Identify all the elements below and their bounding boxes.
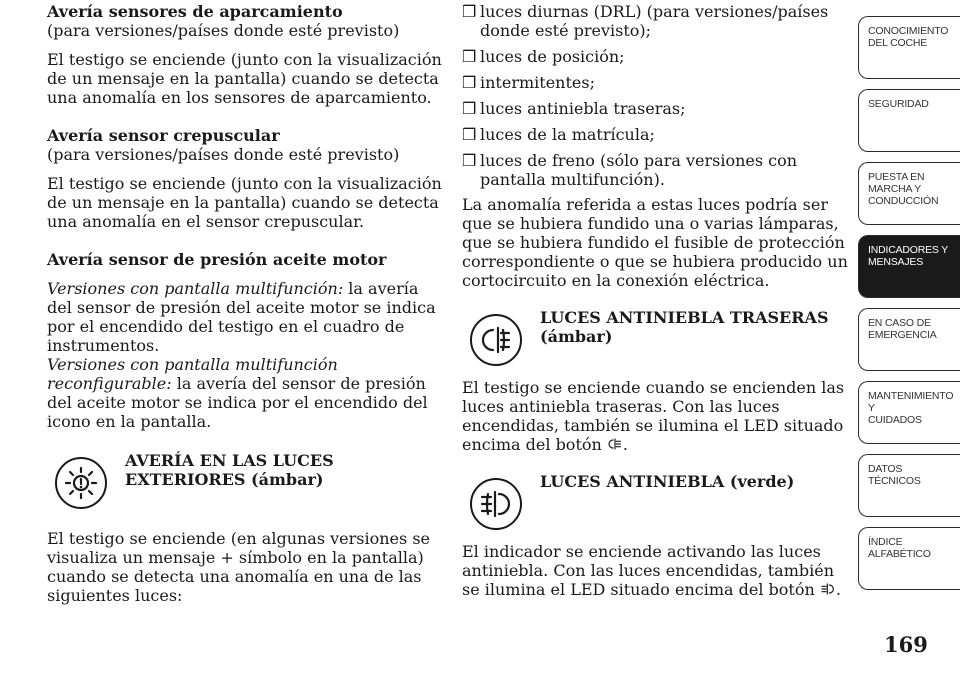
front-fog-light-icon [470, 478, 522, 530]
tab-conocimiento-del-coche[interactable]: CONOCIMIENTO DEL COCHE [858, 16, 960, 79]
tab-datos-tecnicos[interactable]: DATOS TÉCNICOS [858, 454, 960, 517]
checkbox-bullet-icon: ❒ [462, 73, 477, 92]
paragraph-rear-fog-lights: El testigo se enciende cuando se encienden las luces antiniebla traseras. Con las luces encendidas, también se ilumina el LED situado encima del botón . [462, 378, 845, 454]
list-item: ❒ luces de posición; [462, 47, 625, 66]
checkbox-bullet-icon: ❒ [462, 99, 477, 118]
tab-en-caso-de-emergencia[interactable]: EN CASO DE EMERGENCIA [858, 308, 960, 371]
tab-seguridad[interactable]: SEGURIDAD [858, 89, 960, 152]
list-item: ❒ luces de la matrícula; [462, 125, 655, 144]
paragraph-front-fog-lights: El indicador se enciende activando las luces antiniebla. Con las luces encendidas, también se ilumina el LED situado encima del botón . [462, 542, 841, 599]
left-column [47, 2, 442, 605]
right-column [462, 2, 850, 599]
paragraph-oil-reconfigurable [47, 355, 442, 431]
rear-fog-light-icon [607, 436, 623, 452]
heading-oil-pressure-sensor: Avería sensor de presión aceite motor [47, 250, 387, 269]
oil-multifunction-italic: Versiones con pantalla multifunción: [47, 279, 344, 298]
rear-fog-light-icon [470, 314, 522, 366]
paragraph-dusk-sensor: El testigo se enciende (junto con la visualización de un mensaje en la pantalla) cuando se detecta una anomalía en el sensor crepuscular. [47, 174, 442, 231]
rear-fog-section [462, 308, 850, 370]
tab-indicadores-y-mensajes[interactable]: INDICADORES Y MENSAJES [858, 235, 960, 298]
checkbox-bullet-icon: ❒ [462, 125, 477, 144]
heading-rear-fog-lights: LUCES ANTINIEBLA TRASERAS (ámbar) [540, 308, 829, 346]
chapter-tabs [858, 16, 960, 600]
tab-mantenimiento[interactable]: MANTENIMIENTO Y CUIDADOS [858, 381, 960, 444]
heading-front-fog-lights: LUCES ANTINIEBLA (verde) [540, 472, 795, 491]
paragraph-oil-multifunction [47, 279, 442, 355]
note-dusk-sensor: (para versiones/países donde esté previsto) [47, 145, 400, 164]
lights-list [462, 2, 850, 189]
page-number: 169 [884, 632, 928, 657]
heading-exterior-lights: AVERÍA EN LAS LUCES EXTERIORES (ámbar) [125, 451, 334, 489]
oil-reconfigurable-italic: Versiones con pantalla multifunción reconfigurable: [47, 355, 338, 393]
oil-reconfigurable-rest: la avería del sensor de presión del aceite motor se indica por el encendido del icono en la pantalla. [47, 374, 428, 431]
heading-parking-sensors: Avería sensores de aparcamiento [47, 2, 343, 21]
tab-indice-alfabetico[interactable]: ÍNDICE ALFABÉTICO [858, 527, 960, 590]
list-item: ❒ luces antiniebla traseras; [462, 99, 686, 118]
paragraph-light-faults: La anomalía referida a estas luces podría ser que se hubiera fundido una o varias lámparas, que se hubiera fundido el fusible de protección correspondiente o que se hubiera producido un cortocircuito en la conexión eléctrica. [462, 195, 848, 290]
checkbox-bullet-icon: ❒ [462, 47, 477, 66]
exterior-lights-section [47, 451, 442, 513]
paragraph-exterior-lights: El testigo se enciende (en algunas versiones se visualiza un mensaje + símbolo en la pantalla) cuando se detecta una anomalía en una de las siguientes luces: [47, 529, 430, 605]
paragraph-parking-sensors: El testigo se enciende (junto con la visualización de un mensaje en la pantalla) cuando se detecta una anomalía en los sensores de aparcamiento. [47, 50, 442, 107]
checkbox-bullet-icon: ❒ [462, 151, 477, 170]
heading-dusk-sensor: Avería sensor crepuscular [47, 126, 280, 145]
front-fog-section [462, 472, 850, 534]
checkbox-bullet-icon: ❒ [462, 2, 477, 21]
list-item: ❒ luces diurnas (DRL) (para versiones/países donde esté previsto); [462, 2, 829, 40]
exterior-light-failure-icon [55, 457, 107, 509]
tab-puesta-en-marcha[interactable]: PUESTA EN MARCHA Y CONDUCCIÓN [858, 162, 960, 225]
oil-multifunction-rest: la avería del sensor de presión del aceite motor se indica por el encendido del testigo en el cuadro de instrumentos. [47, 279, 436, 355]
front-fog-light-icon [820, 581, 836, 597]
list-item: ❒ intermitentes; [462, 73, 595, 92]
note-parking-sensors: (para versiones/países donde esté previsto) [47, 21, 400, 40]
list-item: ❒ luces de freno (sólo para versiones con pantalla multifunción). [462, 151, 798, 189]
